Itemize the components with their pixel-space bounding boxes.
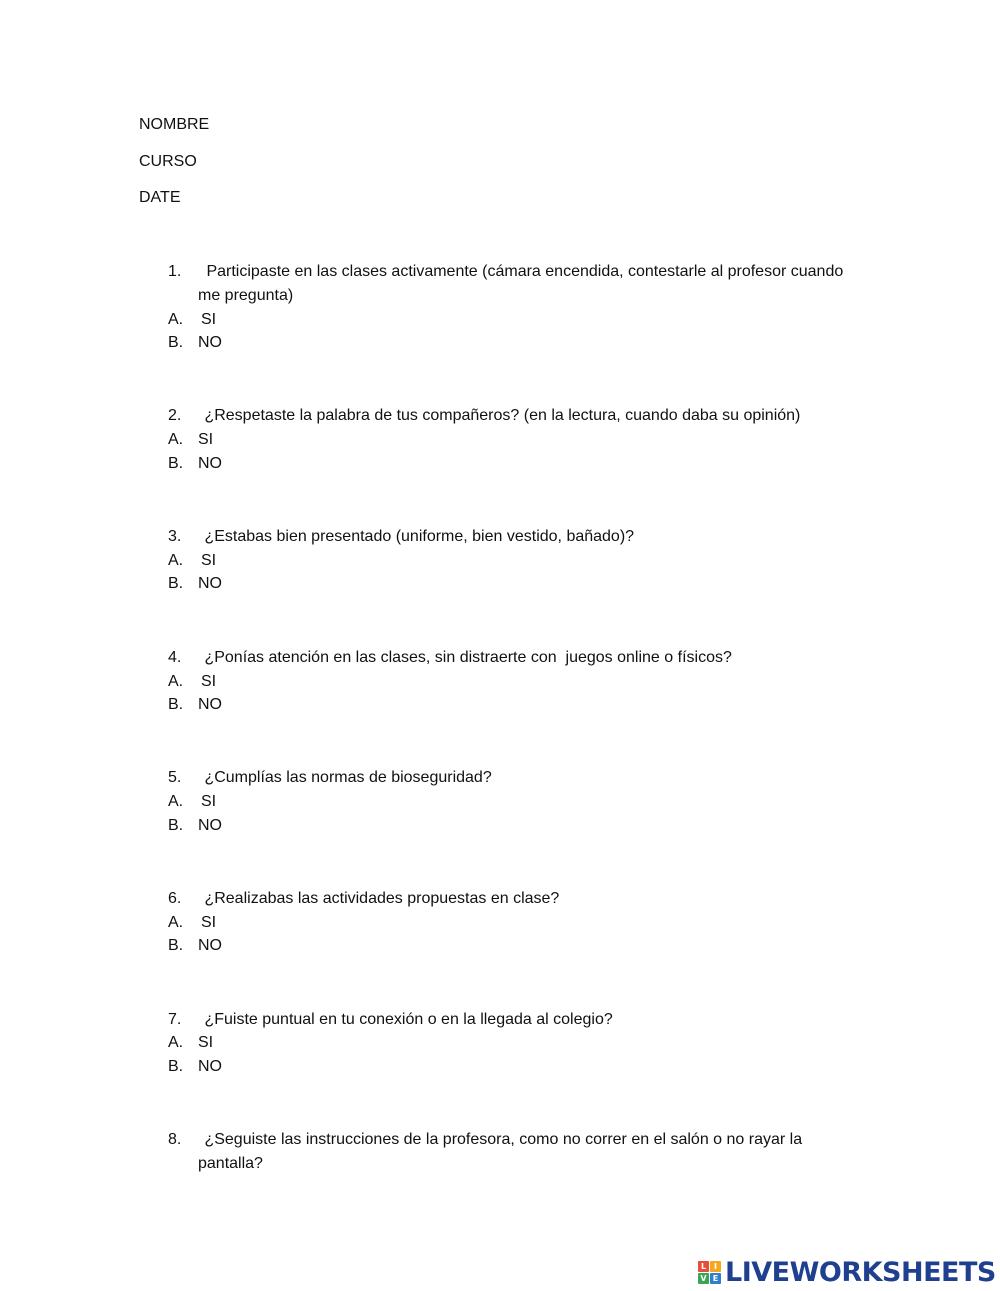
option-letter: A. <box>168 552 184 569</box>
option-label: NO <box>198 1058 222 1075</box>
date-label: DATE <box>139 189 181 206</box>
question-text: Participaste en las clases activamente (cámara encendida, contestarle al profesor cuando <box>206 263 844 280</box>
question-5 <box>168 769 492 787</box>
option-letter: B. <box>168 696 184 713</box>
option-b[interactable] <box>168 817 222 835</box>
option-a[interactable] <box>168 793 216 811</box>
option-label: SI <box>201 552 217 569</box>
question-8 <box>168 1131 802 1149</box>
question-continuation: me pregunta) <box>198 287 294 304</box>
question-number: 8. <box>168 1131 182 1148</box>
option-letter: A. <box>168 1034 184 1051</box>
option-b[interactable] <box>168 1058 222 1076</box>
option-b[interactable] <box>168 334 222 352</box>
option-letter: B. <box>168 937 184 954</box>
option-label: SI <box>201 793 217 810</box>
option-a[interactable] <box>168 431 213 449</box>
question-text: ¿Cumplías las normas de bioseguridad? <box>204 769 492 786</box>
liveworksheets-logo <box>698 1257 996 1288</box>
question-number: 4. <box>168 649 182 666</box>
option-label: NO <box>198 696 222 713</box>
question-1 <box>168 263 843 281</box>
question-2 <box>168 407 800 425</box>
question-text: ¿Seguiste las instrucciones de la profesora, como no correr en el salón o no rayar la <box>204 1131 803 1148</box>
nombre-label: NOMBRE <box>139 116 210 133</box>
question-4 <box>168 649 732 667</box>
question-number: 3. <box>168 528 182 545</box>
option-a[interactable] <box>168 1034 213 1052</box>
option-label: SI <box>198 431 214 448</box>
option-label: NO <box>198 455 222 472</box>
option-letter: B. <box>168 817 184 834</box>
option-letter: B. <box>168 575 184 592</box>
option-b[interactable] <box>168 696 222 714</box>
option-letter: A. <box>168 793 184 810</box>
option-letter: B. <box>168 1058 184 1075</box>
logo-mark-icon: L I V E <box>698 1261 721 1284</box>
question-number: 1. <box>168 263 182 280</box>
curso-label: CURSO <box>139 153 197 170</box>
question-3 <box>168 528 634 546</box>
question-text: ¿Ponías atención en las clases, sin distraerte con juegos online o físicos? <box>204 649 732 666</box>
option-b[interactable] <box>168 575 222 593</box>
option-a[interactable] <box>168 552 216 570</box>
option-letter: A. <box>168 311 184 328</box>
question-7 <box>168 1011 613 1029</box>
option-label: NO <box>198 575 222 592</box>
question-6 <box>168 890 559 908</box>
question-text: ¿Fuiste puntual en tu conexión o en la llegada al colegio? <box>204 1011 613 1028</box>
question-text: ¿Realizabas las actividades propuestas en clase? <box>204 890 560 907</box>
question-number: 7. <box>168 1011 182 1028</box>
option-b[interactable] <box>168 937 222 955</box>
question-number: 5. <box>168 769 182 786</box>
question-number: 6. <box>168 890 182 907</box>
question-text: ¿Estabas bien presentado (uniforme, bien vestido, bañado)? <box>204 528 635 545</box>
option-label: SI <box>201 311 217 328</box>
option-a[interactable] <box>168 311 216 329</box>
question-number: 2. <box>168 407 182 424</box>
question-text: ¿Respetaste la palabra de tus compañeros? (en la lectura, cuando daba su opinión) <box>204 407 801 424</box>
option-label: NO <box>198 334 222 351</box>
option-letter: B. <box>168 334 184 351</box>
question-continuation: pantalla? <box>198 1155 263 1172</box>
option-label: SI <box>201 673 217 690</box>
option-a[interactable] <box>168 914 216 932</box>
logo-text: LIVEWORKSHEETS <box>725 1257 996 1288</box>
option-letter: A. <box>168 431 184 448</box>
option-letter: A. <box>168 673 184 690</box>
option-label: NO <box>198 937 222 954</box>
option-a[interactable] <box>168 673 216 691</box>
option-label: SI <box>201 914 217 931</box>
option-label: SI <box>198 1034 214 1051</box>
option-letter: A. <box>168 914 184 931</box>
option-b[interactable] <box>168 455 222 473</box>
option-label: NO <box>198 817 222 834</box>
option-letter: B. <box>168 455 184 472</box>
